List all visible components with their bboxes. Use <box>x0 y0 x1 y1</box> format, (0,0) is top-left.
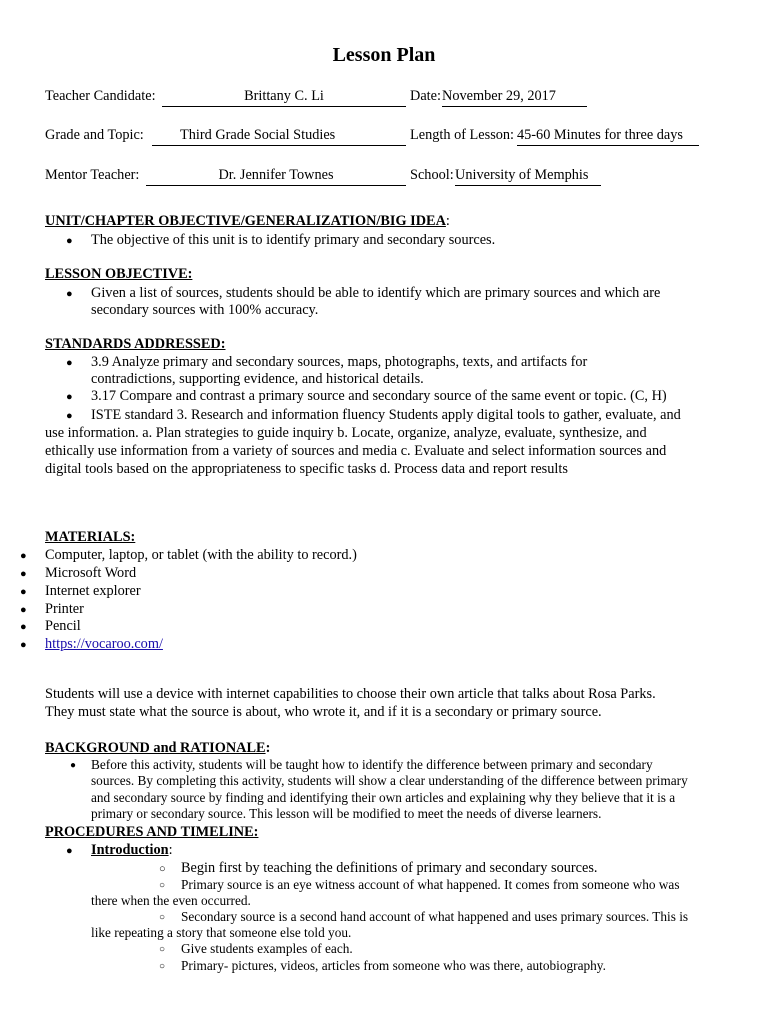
date-value: November 29, 2017 <box>442 88 587 107</box>
background-line: primary or secondary source. This lesson will be modified to meet the needs of diverse learners. <box>91 805 602 821</box>
procedure-line: Secondary source is a second hand account of what happened and uses primary sources. This is <box>181 909 689 924</box>
circle-bullet-icon: ○ <box>159 961 166 972</box>
standard-line: ethically use information from a variety of sources and media c. Evaluate and select information sources and <box>45 443 667 459</box>
bullet-icon: ● <box>66 410 73 422</box>
grade-topic-label: Grade and Topic: <box>45 127 144 143</box>
procedure-block <box>91 877 680 909</box>
standard-line: use information. a. Plan strategies to guide inquiry b. Locate, organize, analyze, evaluate, synthesize, and <box>45 425 647 441</box>
vocaroo-link[interactable]: https://vocaroo.com/ <box>45 636 163 652</box>
unit-objective-item: The objective of this unit is to identify primary and secondary sources. <box>91 232 496 248</box>
bullet-icon: ● <box>20 568 27 580</box>
bullet-icon: ● <box>66 235 73 247</box>
material-item: Computer, laptop, or tablet (with the ability to record.) <box>45 547 357 563</box>
lesson-objective-line: secondary sources with 100% accuracy. <box>91 302 319 318</box>
background-line: and secondary source by finding and identifying their own articles and explaining why they believe that it is a <box>91 789 676 805</box>
material-item: Pencil <box>45 618 81 634</box>
bullet-icon: ● <box>66 391 73 403</box>
procedures-heading: PROCEDURES AND TIMELINE: <box>45 824 259 840</box>
standard-line: digital tools based on the appropriateness to specific tasks d. Process data and report results <box>45 461 568 477</box>
bullet-icon: ● <box>70 760 77 771</box>
mentor-teacher-value: Dr. Jennifer Townes <box>146 167 406 186</box>
teacher-candidate-label: Teacher Candidate: <box>45 88 156 104</box>
circle-bullet-icon: ○ <box>159 912 166 923</box>
circle-bullet-icon: ○ <box>159 863 166 875</box>
bullet-icon: ● <box>66 845 73 857</box>
school-value: University of Memphis <box>455 167 601 186</box>
lesson-length-value: 45-60 Minutes for three days <box>517 127 699 146</box>
bullet-icon: ● <box>66 288 73 300</box>
activity-line: They must state what the source is about, who wrote it, and if it is a secondary or primary source. <box>45 704 602 720</box>
bullet-icon: ● <box>20 604 27 616</box>
circle-bullet-icon: ○ <box>159 944 166 955</box>
activity-line: Students will use a device with internet capabilities to choose their own article that talks about Rosa Parks. <box>45 686 656 702</box>
bullet-icon: ● <box>20 586 27 598</box>
grade-topic-value: Third Grade Social Studies <box>152 127 406 146</box>
procedure-line: Begin first by teaching the definitions of primary and secondary sources. <box>181 860 598 876</box>
standard-line: 3.17 Compare and contrast a primary source and secondary source of the same event or topic. (C, H) <box>91 388 667 404</box>
background-line: sources. By completing this activity, students will show a clear understanding of the difference between primary <box>91 773 688 789</box>
lesson-objective-line: Given a list of sources, students should be able to identify which are primary sources and which are <box>91 285 661 301</box>
standard-line: contradictions, supporting evidence, and historical details. <box>91 371 424 387</box>
date-label: Date: <box>410 88 441 104</box>
background-line: Before this activity, students will be taught how to identify the difference between primary and secondary <box>91 757 653 772</box>
procedure-line: Primary- pictures, videos, articles from someone who was there, autobiography. <box>181 958 606 973</box>
material-item: Printer <box>45 601 84 617</box>
standard-line: 3.9 Analyze primary and secondary sources, maps, photographs, texts, and artifacts for <box>91 354 588 370</box>
procedure-line: like repeating a story that someone else told you. <box>91 925 352 940</box>
lesson-objective-heading: LESSON OBJECTIVE: <box>45 266 193 282</box>
procedure-line: Primary source is an eye witness account of what happened. It comes from someone who was <box>181 877 680 892</box>
procedure-block <box>91 941 353 957</box>
school-label: School: <box>410 167 454 183</box>
page-title: Lesson Plan <box>332 44 436 66</box>
standards-heading: STANDARDS ADDRESSED: <box>45 336 226 352</box>
mentor-teacher-label: Mentor Teacher: <box>45 167 140 183</box>
introduction-label: Introduction: <box>91 842 173 858</box>
circle-bullet-icon: ○ <box>159 880 166 891</box>
bullet-icon: ● <box>20 639 27 651</box>
bullet-icon: ● <box>66 357 73 369</box>
teacher-candidate-value: Brittany C. Li <box>162 88 406 107</box>
procedure-line: there when the even occurred. <box>91 893 251 908</box>
procedure-block <box>91 909 688 941</box>
procedure-line: Give students examples of each. <box>181 941 353 956</box>
unit-objective-heading: UNIT/CHAPTER OBJECTIVE/GENERALIZATION/BIG IDEA: <box>45 213 450 229</box>
material-item: Microsoft Word <box>45 565 137 581</box>
lesson-length-label: Length of Lesson: <box>410 127 515 143</box>
material-item: Internet explorer <box>45 583 141 599</box>
materials-heading: MATERIALS: <box>45 529 136 545</box>
standard-line: ISTE standard 3. Research and information fluency Students apply digital tools to gather, evaluate, and <box>91 407 681 423</box>
bullet-icon: ● <box>20 621 27 633</box>
bullet-icon: ● <box>20 550 27 562</box>
background-text <box>70 757 688 822</box>
background-heading: BACKGROUND and RATIONALE: <box>45 740 271 756</box>
procedure-block <box>91 958 606 974</box>
